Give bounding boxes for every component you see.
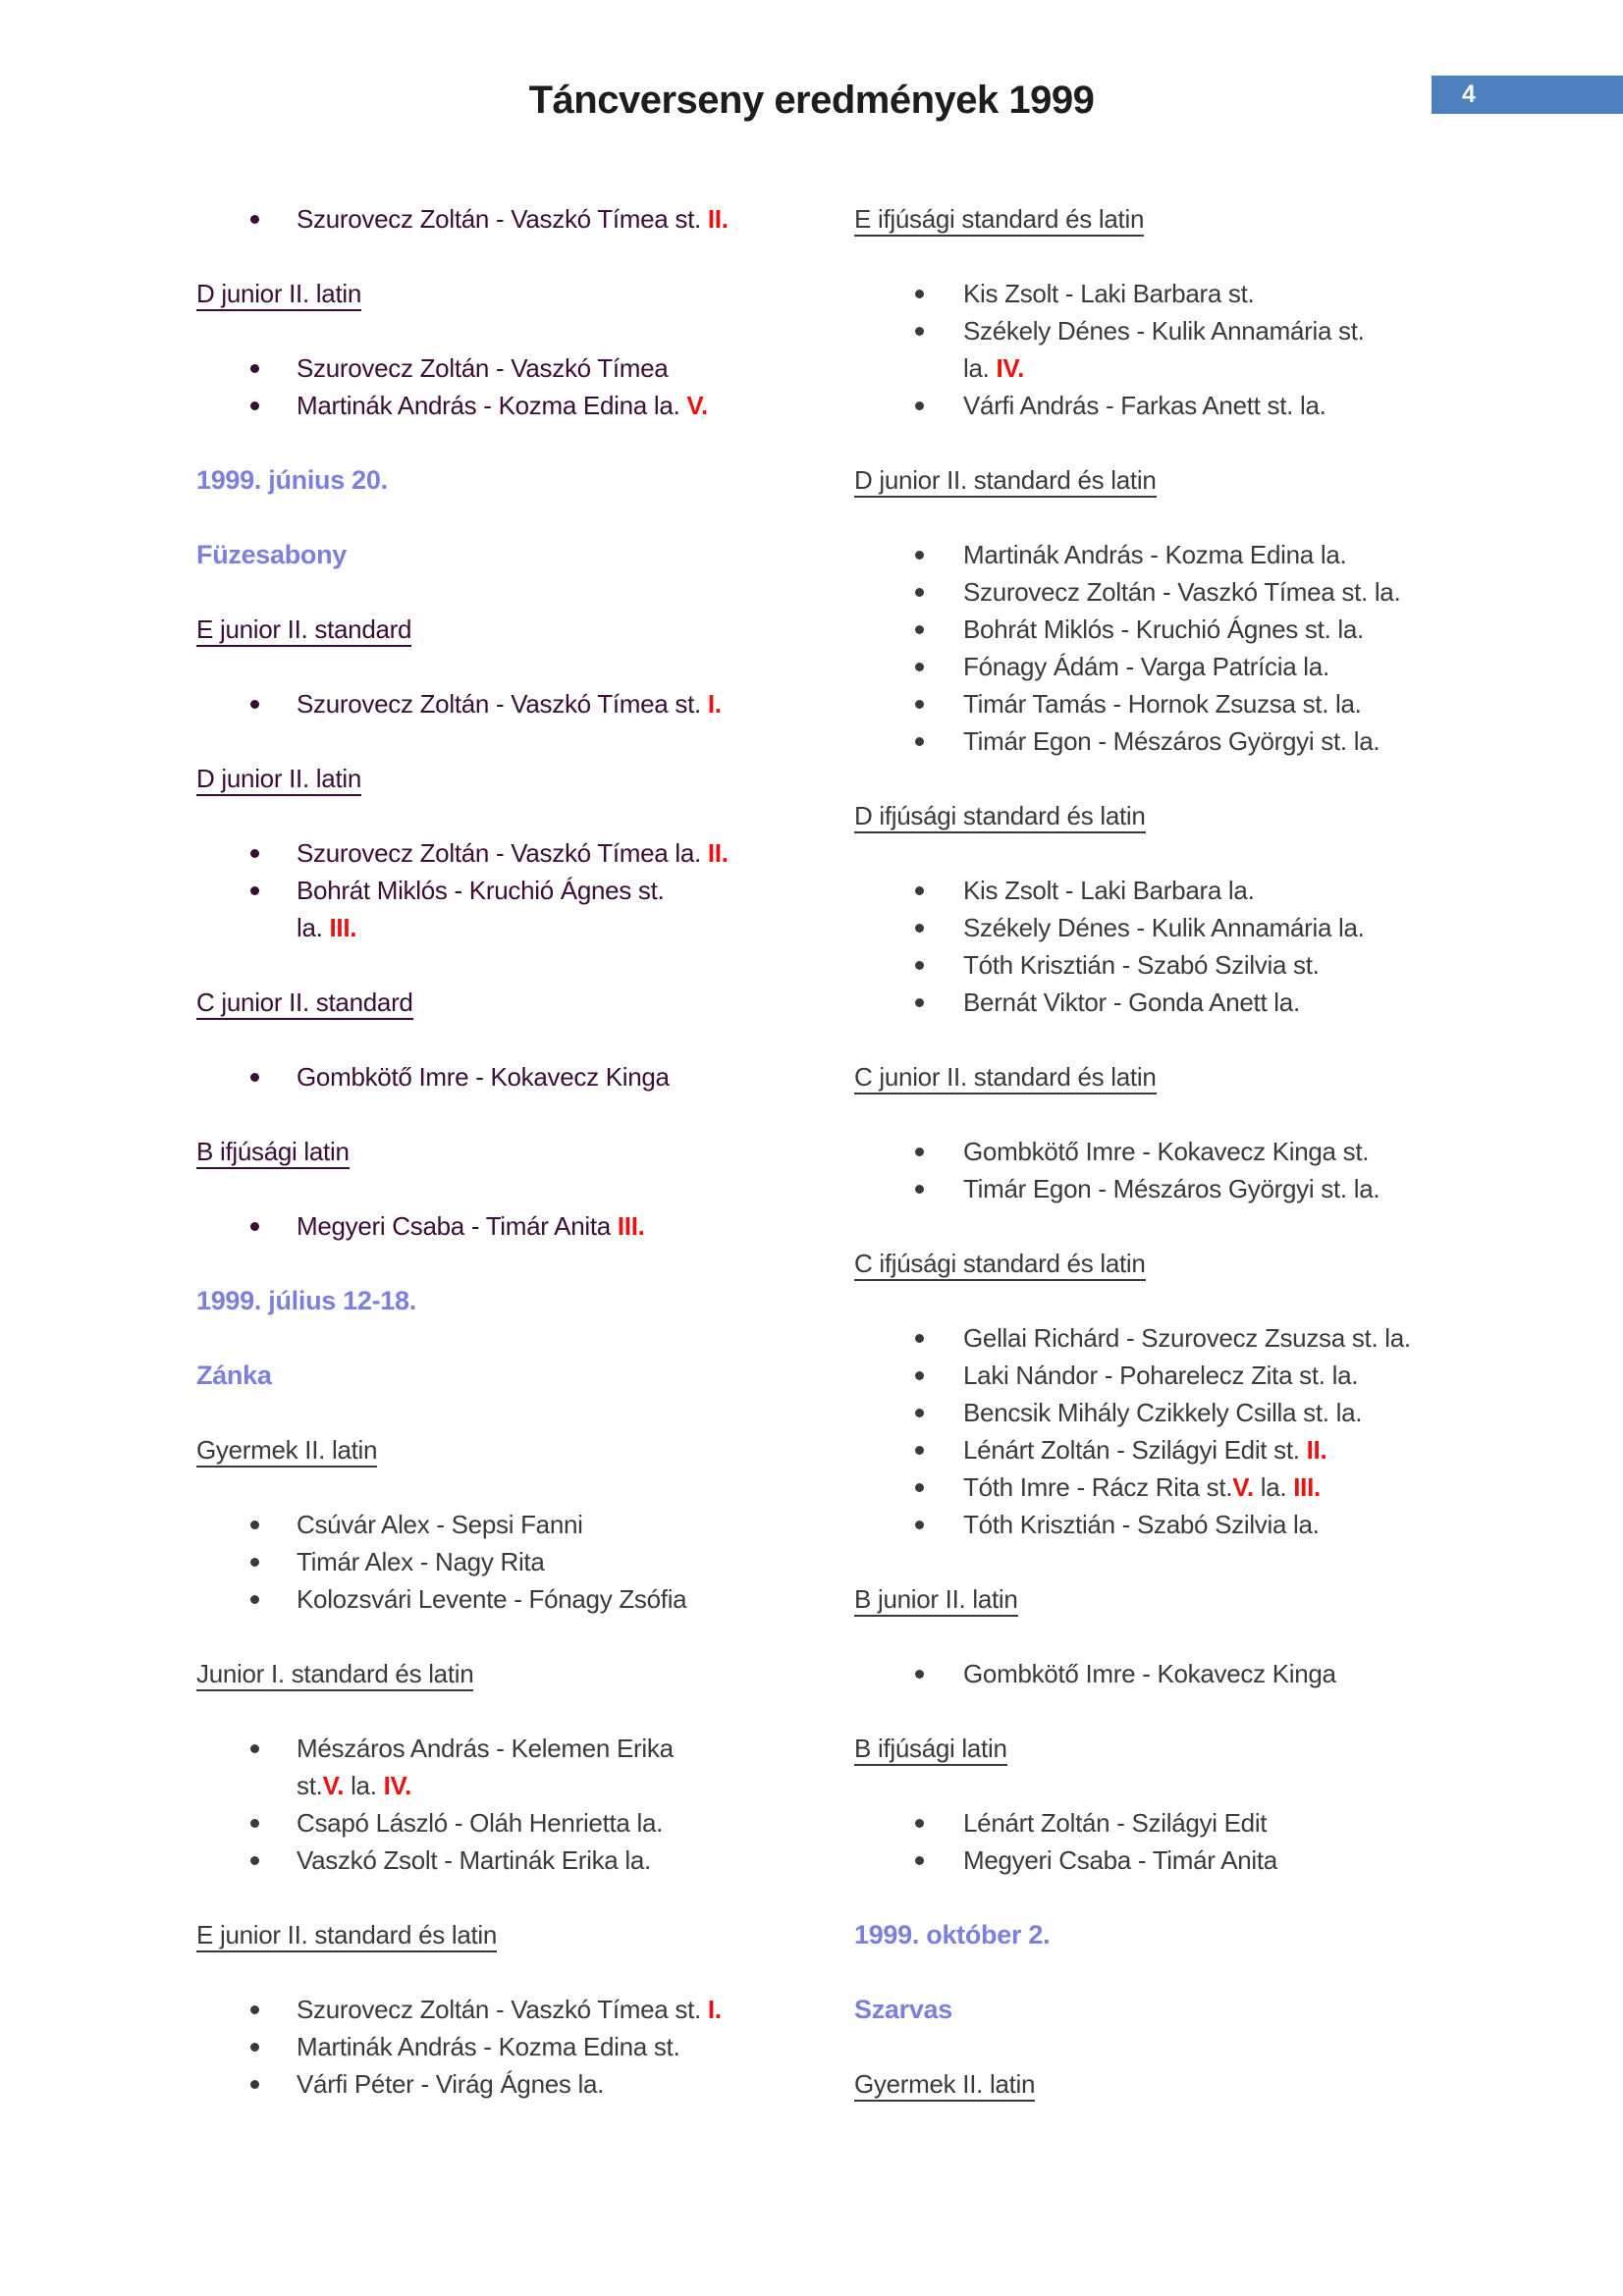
couple-names-text: Várfi András - Farkas Anett st. la. xyxy=(963,391,1326,420)
bullet-dot-icon xyxy=(915,625,924,634)
results-list xyxy=(854,1133,1458,1207)
couple-names-text: Megyeri Csaba - Timár Anita xyxy=(963,1845,1277,1875)
couple-names-text: Csapó László - Oláh Henrietta la. xyxy=(297,1808,664,1838)
couple-names-text: Szurovecz Zoltán - Vaszkó Tímea st. la. xyxy=(963,577,1401,607)
couple-names-text: Martinák András - Kozma Edina la. xyxy=(963,540,1347,569)
page-title: Táncverseny eredmények 1999 xyxy=(528,79,1095,122)
section-heading xyxy=(196,1133,771,1170)
bullet-dot-icon xyxy=(915,1185,924,1194)
event-date: 1999. július 12-18. xyxy=(196,1286,416,1315)
couple-names-text: Gombkötő Imre - Kokavecz Kinga xyxy=(963,1659,1336,1688)
event-location: Zánka xyxy=(196,1361,272,1390)
right-column xyxy=(854,200,1458,2140)
couple-names-text: Megyeri Csaba - Timár Anita xyxy=(297,1211,618,1241)
placement-roman-numeral: II. xyxy=(707,838,729,868)
bullet-dot-icon xyxy=(250,1856,259,1865)
couple-names-text: Szurovecz Zoltán - Vaszkó Tímea la. xyxy=(297,838,708,868)
couple-names-text: Martinák András - Kozma Edina st. xyxy=(297,2032,680,2061)
section-heading xyxy=(854,797,1458,834)
placement-roman-numeral: IV. xyxy=(383,1771,412,1800)
bullet-dot-icon xyxy=(915,737,924,746)
bullet-dot-icon xyxy=(915,1446,924,1455)
result-item xyxy=(196,685,771,722)
result-item xyxy=(854,1357,1458,1394)
result-item xyxy=(854,1506,1458,1543)
bullet-dot-icon xyxy=(250,364,259,373)
page-number: 4 xyxy=(1462,80,1476,108)
section-heading-text: Junior I. standard és latin xyxy=(196,1659,473,1691)
result-item xyxy=(854,722,1458,760)
bullet-dot-icon xyxy=(915,1856,924,1865)
section-heading-text: D junior II. latin xyxy=(196,279,361,311)
couple-names-text: Gombkötő Imre - Kokavecz Kinga xyxy=(297,1062,670,1092)
placement-roman-numeral: V. xyxy=(686,391,708,420)
result-item xyxy=(854,1319,1458,1357)
placement-roman-numeral: II. xyxy=(1306,1435,1327,1465)
result-item xyxy=(196,2028,771,2065)
placement-roman-numeral: V. xyxy=(322,1771,345,1800)
section-heading xyxy=(854,461,1458,499)
section-heading-text: E junior II. standard xyxy=(196,614,411,647)
placement-roman-numeral: III. xyxy=(617,1211,645,1241)
result-item xyxy=(854,275,1458,312)
couple-names-text: Lénárt Zoltán - Szilágyi Edit xyxy=(963,1808,1268,1838)
event-date: 1999. június 20. xyxy=(196,465,388,495)
result-item xyxy=(196,200,771,238)
result-item xyxy=(196,1842,771,1879)
section-heading xyxy=(854,1058,1458,1095)
section-heading xyxy=(854,1245,1458,1282)
section-heading xyxy=(196,760,771,797)
couple-names-text: Bencsik Mihály Czikkely Csilla st. la. xyxy=(963,1398,1363,1427)
result-item xyxy=(854,872,1458,909)
bullet-dot-icon xyxy=(915,588,924,597)
section-heading-text: B ifjúsági latin xyxy=(196,1137,350,1169)
bullet-dot-icon xyxy=(915,401,924,410)
couple-names-text: Lénárt Zoltán - Szilágyi Edit st. xyxy=(963,1435,1307,1465)
bullet-dot-icon xyxy=(250,215,259,224)
section-heading xyxy=(196,275,771,312)
couple-names-text: la. xyxy=(1253,1472,1294,1502)
bullet-dot-icon xyxy=(915,1371,924,1380)
section-heading xyxy=(854,200,1458,238)
result-item xyxy=(854,648,1458,685)
results-list xyxy=(196,200,771,238)
result-item xyxy=(854,1804,1458,1842)
section-heading-text: B ifjúsági latin xyxy=(854,1734,1007,1766)
result-item xyxy=(854,387,1458,424)
result-item xyxy=(196,2065,771,2103)
section-heading-text: E ifjúsági standard és latin xyxy=(854,204,1144,237)
couple-names-text: Gellai Richárd - Szurovecz Zsuzsa st. la. xyxy=(963,1323,1411,1353)
couple-names-text: Szurovecz Zoltán - Vaszkó Tímea xyxy=(297,353,669,383)
result-item xyxy=(854,984,1458,1021)
bullet-dot-icon xyxy=(250,1222,259,1231)
section-heading-text: B junior II. latin xyxy=(854,1584,1018,1617)
section-heading-text: Gyermek II. latin xyxy=(854,2069,1035,2102)
section-heading xyxy=(196,1655,771,1692)
section-heading xyxy=(196,1431,771,1468)
result-item xyxy=(854,909,1458,946)
result-item xyxy=(196,1580,771,1618)
couple-names-text: Szurovecz Zoltán - Vaszkó Tímea st. xyxy=(297,1995,708,2024)
couple-names-text: Tóth Imre - Rácz Rita st. xyxy=(963,1472,1233,1502)
couple-names-text: st. xyxy=(297,1771,323,1800)
result-item xyxy=(196,1207,771,1245)
couple-names-text: Tóth Krisztián - Szabó Szilvia la. xyxy=(963,1510,1320,1539)
couple-names-text: Timár Tamás - Hornok Zsuzsa st. la. xyxy=(963,689,1362,719)
section-heading-text: C ifjúsági standard és latin xyxy=(854,1249,1146,1281)
results-list xyxy=(854,872,1458,1021)
placement-roman-numeral: III. xyxy=(329,913,357,942)
results-list xyxy=(854,1804,1458,1879)
result-item xyxy=(854,1842,1458,1879)
section-heading-text: D ifjúsági standard és latin xyxy=(854,801,1146,833)
results-list xyxy=(196,1991,771,2103)
bullet-dot-icon xyxy=(250,2080,259,2089)
bullet-dot-icon xyxy=(250,1558,259,1567)
couple-names-text: Martinák András - Kozma Edina la. xyxy=(297,391,687,420)
event-location: Füzesabony xyxy=(196,540,348,569)
result-item xyxy=(196,1730,771,1804)
couple-names-text: Bohrát Miklós - Kruchió Ágnes st. la. xyxy=(963,614,1364,644)
bullet-dot-icon xyxy=(915,1148,924,1156)
section-heading-text: C junior II. standard xyxy=(196,988,413,1020)
bullet-dot-icon xyxy=(915,924,924,933)
bullet-dot-icon xyxy=(915,290,924,298)
couple-names-text: Tóth Krisztián - Szabó Szilvia st. xyxy=(963,950,1320,980)
results-list xyxy=(196,1506,771,1618)
placement-roman-numeral: III. xyxy=(1293,1472,1321,1502)
bullet-dot-icon xyxy=(915,700,924,709)
bullet-dot-icon xyxy=(250,886,259,895)
couple-names-text: Fónagy Ádám - Varga Patrícia la. xyxy=(963,652,1329,681)
couple-names-text: Kolozsvári Levente - Fónagy Zsófia xyxy=(297,1584,687,1614)
section-heading xyxy=(196,1916,771,1953)
couple-names-text: Szurovecz Zoltán - Vaszkó Tímea st. xyxy=(297,204,708,234)
couple-names-text: Bohrát Miklós - Kruchió Ágnes st. xyxy=(297,876,665,905)
section-heading-text: C junior II. standard és latin xyxy=(854,1062,1157,1095)
couple-names-text: Csúvár Alex - Sepsi Fanni xyxy=(297,1510,583,1539)
result-item xyxy=(854,946,1458,984)
couple-names-text: Várfi Péter - Virág Ágnes la. xyxy=(297,2069,605,2099)
bullet-dot-icon xyxy=(250,1521,259,1529)
results-list xyxy=(854,275,1458,424)
results-list xyxy=(196,349,771,424)
result-item xyxy=(854,1170,1458,1207)
couple-names-text: Kis Zsolt - Laki Barbara st. xyxy=(963,279,1255,308)
left-column xyxy=(196,200,771,2140)
results-list xyxy=(196,685,771,722)
bullet-dot-icon xyxy=(250,700,259,709)
result-item xyxy=(854,1394,1458,1431)
couple-names-text: Székely Dénes - Kulik Annamária la. xyxy=(963,913,1365,942)
result-item xyxy=(196,1804,771,1842)
result-item xyxy=(196,1058,771,1095)
bullet-dot-icon xyxy=(915,1670,924,1679)
bullet-dot-icon xyxy=(915,886,924,895)
bullet-dot-icon xyxy=(250,2005,259,2014)
placement-roman-numeral: I. xyxy=(707,689,722,719)
bullet-dot-icon xyxy=(250,1744,259,1753)
result-item xyxy=(854,536,1458,573)
couple-names-text: Szurovecz Zoltán - Vaszkó Tímea st. xyxy=(297,689,708,719)
results-list xyxy=(196,1730,771,1879)
placement-roman-numeral: I. xyxy=(707,1995,722,2024)
results-list xyxy=(854,536,1458,760)
couple-names-text: la. xyxy=(963,353,997,383)
bullet-dot-icon xyxy=(915,1819,924,1828)
result-item xyxy=(854,1655,1458,1692)
result-item xyxy=(196,1506,771,1543)
result-item xyxy=(196,834,771,872)
bullet-dot-icon xyxy=(250,401,259,410)
bullet-dot-icon xyxy=(915,1409,924,1417)
couple-names-text: Laki Nándor - Poharelecz Zita st. la. xyxy=(963,1361,1359,1390)
result-item xyxy=(196,872,771,946)
section-heading-text: E junior II. standard és latin xyxy=(196,1920,497,1952)
couple-names-text: la. xyxy=(297,913,330,942)
bullet-dot-icon xyxy=(250,849,259,858)
event-date: 1999. október 2. xyxy=(854,1920,1051,1949)
bullet-dot-icon xyxy=(915,327,924,336)
couple-names-text: Bernát Viktor - Gonda Anett la. xyxy=(963,988,1300,1017)
result-item xyxy=(196,1543,771,1580)
section-heading-text: Gyermek II. latin xyxy=(196,1435,377,1468)
results-list xyxy=(854,1655,1458,1692)
couple-names-text: Mészáros András - Kelemen Erika xyxy=(297,1734,674,1763)
result-item xyxy=(196,1991,771,2028)
bullet-dot-icon xyxy=(915,961,924,970)
bullet-dot-icon xyxy=(915,998,924,1007)
section-heading-text: D junior II. standard és latin xyxy=(854,465,1157,498)
bullet-dot-icon xyxy=(250,2043,259,2052)
couple-names-text: Kis Zsolt - Laki Barbara la. xyxy=(963,876,1255,905)
results-list xyxy=(854,1319,1458,1543)
placement-roman-numeral: V. xyxy=(1232,1472,1254,1502)
section-heading xyxy=(854,2065,1458,2103)
result-item xyxy=(854,1431,1458,1468)
result-item xyxy=(854,312,1458,387)
result-item xyxy=(854,573,1458,611)
section-heading xyxy=(854,1730,1458,1767)
couple-names-text: Vaszkó Zsolt - Martinák Erika la. xyxy=(297,1845,651,1875)
bullet-dot-icon xyxy=(915,1334,924,1343)
placement-roman-numeral: II. xyxy=(707,204,729,234)
bullet-dot-icon xyxy=(915,1483,924,1492)
result-item xyxy=(854,611,1458,648)
bullet-dot-icon xyxy=(250,1073,259,1082)
event-location: Szarvas xyxy=(854,1995,952,2024)
bullet-dot-icon xyxy=(915,551,924,560)
section-heading xyxy=(854,1580,1458,1618)
results-list xyxy=(196,1058,771,1095)
couple-names-text: Székely Dénes - Kulik Annamária st. xyxy=(963,316,1365,346)
couple-names-text: Timár Egon - Mészáros Györgyi st. la. xyxy=(963,1174,1380,1203)
couple-names-text: Timár Egon - Mészáros Györgyi st. la. xyxy=(963,726,1380,756)
couple-names-text: la. xyxy=(344,1771,384,1800)
result-item xyxy=(196,349,771,387)
bullet-dot-icon xyxy=(915,1521,924,1529)
bullet-dot-icon xyxy=(250,1819,259,1828)
result-item xyxy=(854,685,1458,722)
bullet-dot-icon xyxy=(250,1595,259,1604)
results-list xyxy=(196,1207,771,1245)
section-heading xyxy=(196,984,771,1021)
couple-names-text: Timár Alex - Nagy Rita xyxy=(297,1547,545,1576)
result-item xyxy=(854,1133,1458,1170)
placement-roman-numeral: IV. xyxy=(996,353,1024,383)
section-heading xyxy=(196,611,771,648)
bullet-dot-icon xyxy=(915,663,924,671)
couple-names-text: Gombkötő Imre - Kokavecz Kinga st. xyxy=(963,1137,1370,1166)
result-item xyxy=(196,387,771,424)
section-heading-text: D junior II. latin xyxy=(196,764,361,796)
results-list xyxy=(196,834,771,946)
result-item xyxy=(854,1468,1458,1506)
